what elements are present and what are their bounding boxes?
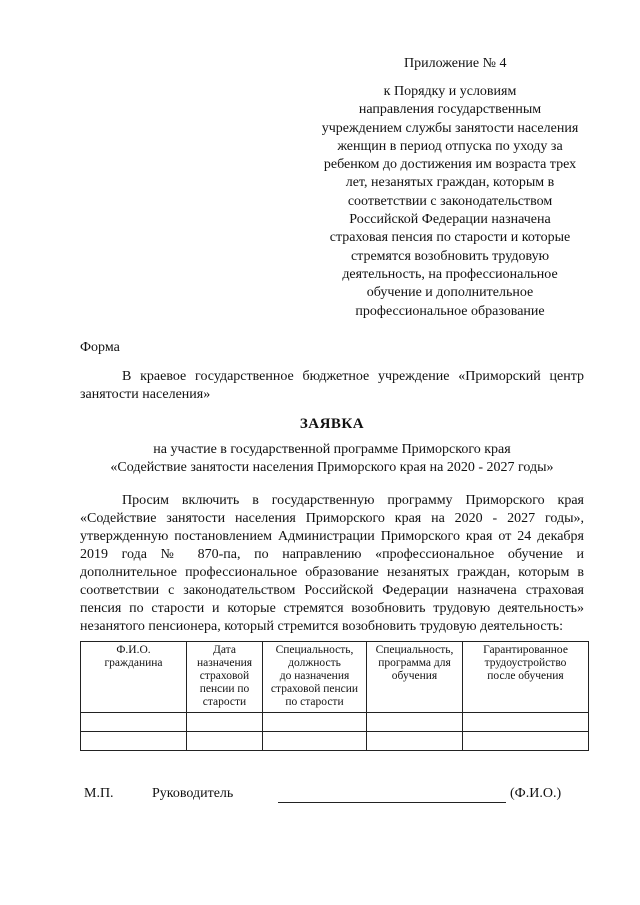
- appendix-text: [318, 83, 582, 321]
- appendix-line: соответствии с законодательством: [347, 193, 553, 209]
- table-cell: [81, 713, 187, 732]
- body-line: незанятого пенсионера, который стремится возобновить трудовую деятельность:: [80, 619, 563, 634]
- appendix-line: женщин в период отпуска по уходу за: [337, 138, 563, 154]
- header-text: гражданина: [104, 657, 163, 669]
- signature-line: [278, 802, 506, 803]
- table-header-employment: [463, 642, 589, 713]
- header-text: страховой пенсии: [270, 683, 359, 695]
- appendix-title: Приложение № 4: [404, 56, 507, 71]
- header-text: Гарантированное: [483, 644, 568, 656]
- header-text: обучения: [391, 670, 438, 682]
- appendix-line: ребенком до достижения им возраста трех: [323, 157, 577, 173]
- table-cell: [263, 732, 367, 751]
- header-text: Ф.И.О.: [116, 644, 151, 656]
- table-cell: [463, 732, 589, 751]
- table-row: [81, 713, 589, 732]
- header-text: Специальность,: [375, 644, 454, 656]
- header-text: страховой: [199, 670, 250, 682]
- application-table: [80, 641, 589, 751]
- header-text: назначения: [196, 657, 253, 669]
- table-header-fio: [81, 642, 187, 713]
- document-heading: ЗАЯВКА: [299, 416, 365, 432]
- body-line: утвержденную постановлением Администрации Приморского края от 24 декабря: [80, 529, 584, 544]
- head-label: Руководитель: [152, 786, 234, 801]
- subtitle-line: «Содействие занятости населения Приморского края на 2020 - 2027 годы»: [110, 460, 554, 475]
- stamp-label: М.П.: [84, 786, 114, 801]
- form-label: Форма: [80, 340, 120, 355]
- addressee-line: В краевое государственное бюджетное учреждение «Приморский центр: [122, 369, 584, 384]
- header-text: Специальность,: [275, 644, 354, 656]
- table-header-prior-specialty: [263, 642, 367, 713]
- body-line: дополнительное профессиональное образование незанятых граждан, которым в: [80, 565, 584, 580]
- body-line: соответствии с законодательством Российской Федерации назначена страховая: [80, 583, 584, 598]
- table-cell: [187, 713, 263, 732]
- appendix-line: стремятся возобновить трудовую: [350, 248, 550, 264]
- body-line: «Содействие занятости населения Приморского края на 2020 - 2027 годы»,: [80, 511, 584, 526]
- header-text: до назначения: [279, 670, 350, 682]
- addressee: [80, 368, 584, 404]
- header-text: должность: [288, 657, 341, 669]
- subtitle-line: на участие в государственной программе Приморского края: [153, 442, 511, 457]
- appendix-line: деятельность, на профессиональное: [342, 266, 558, 282]
- header-text: пенсии по: [199, 683, 250, 695]
- table-cell: [367, 732, 463, 751]
- table-cell: [187, 732, 263, 751]
- appendix-line: Российской Федерации назначена: [349, 212, 551, 228]
- appendix-line: к Порядку и условиям: [383, 84, 517, 99]
- table-header-pension-date: [187, 642, 263, 713]
- appendix-line: профессиональное образование: [355, 303, 545, 319]
- header-text: Дата: [213, 644, 236, 656]
- table-cell: [367, 713, 463, 732]
- appendix-line: направления государственным: [358, 102, 542, 118]
- header-text: программа для: [378, 657, 451, 669]
- appendix-line: страховая пенсия по старости и которые: [329, 230, 571, 246]
- table-row: [81, 732, 589, 751]
- body-line: пенсия по старости и которые стремятся возобновить трудовую деятельность»: [80, 601, 584, 616]
- table-cell: [263, 713, 367, 732]
- body-line: Просим включить в государственную программу Приморского края: [122, 493, 584, 508]
- header-text: по старости: [285, 696, 344, 708]
- addressee-line: занятости населения»: [80, 387, 211, 402]
- fio-label: (Ф.И.О.): [510, 786, 562, 801]
- document-subtitle: [80, 441, 584, 477]
- body-line: 2019 года № 870-па, по направлению «профессиональное обучение и: [80, 547, 584, 562]
- appendix-line: учреждением службы занятости населения: [321, 120, 579, 136]
- header-text: старости: [202, 696, 247, 708]
- appendix-line: обучение и дополнительное: [366, 285, 534, 301]
- body-paragraph: [80, 492, 584, 636]
- appendix-line: лет, незанятых граждан, которым в: [345, 175, 555, 191]
- table-header-training-program: [367, 642, 463, 713]
- header-text: трудоустройство: [484, 657, 567, 669]
- table-cell: [81, 732, 187, 751]
- table-header-row: [81, 642, 589, 713]
- table-cell: [463, 713, 589, 732]
- header-text: после обучения: [487, 670, 564, 682]
